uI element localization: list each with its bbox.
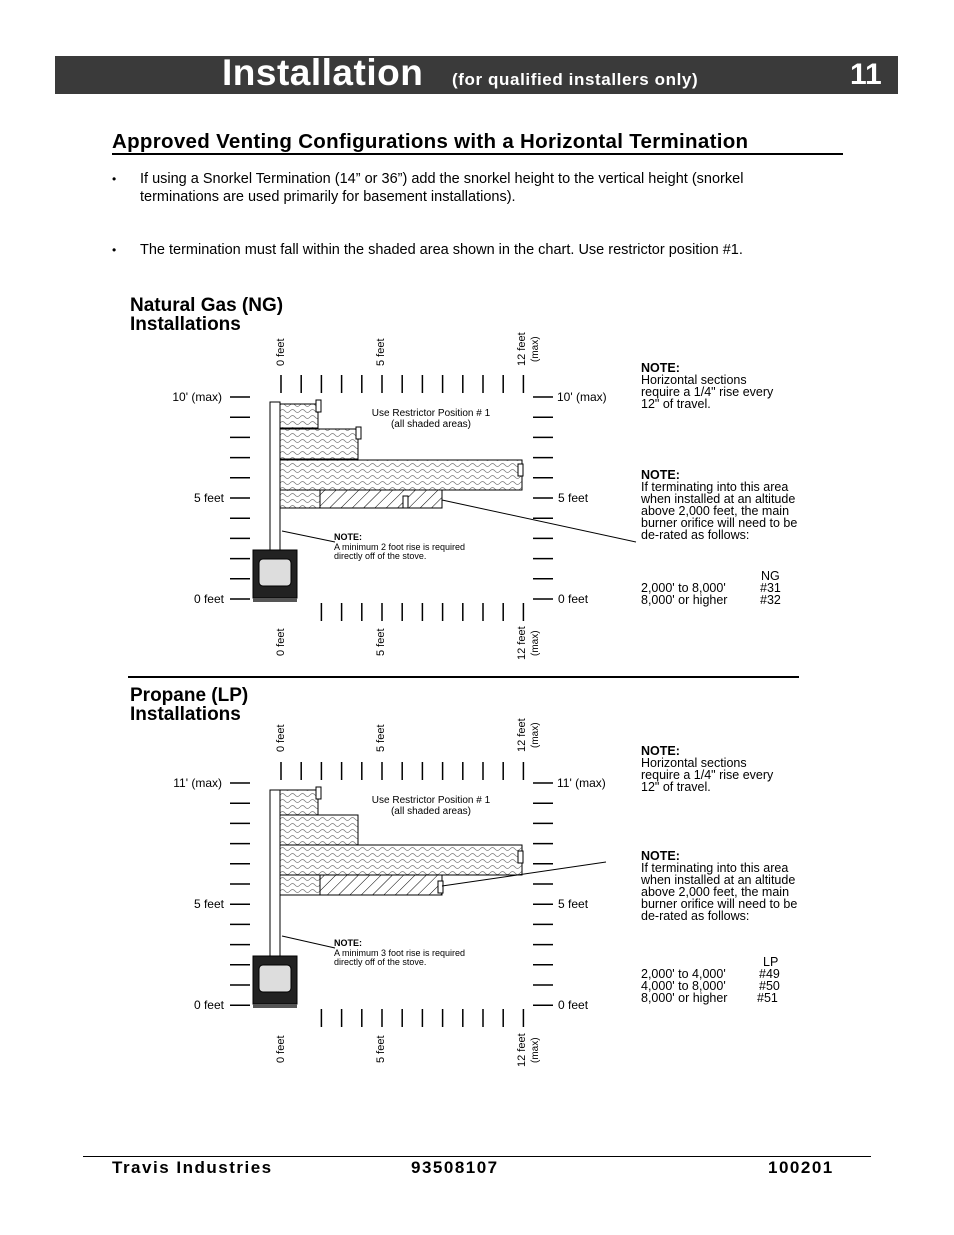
lp-x-top-0: 0 feet [275, 724, 287, 752]
ng-vertical-pipe [270, 402, 280, 550]
lp-rise-note-title: NOTE: [334, 938, 362, 948]
lp-y-label-5-right: 5 feet [558, 897, 589, 911]
ng-note2-line: burner orifice will need to be [641, 516, 798, 530]
lp-cap [438, 881, 443, 893]
lp-y-label-0-left: 0 feet [193, 998, 224, 1012]
lp-derate-table [641, 956, 801, 1004]
ng-rise-note-arrow [282, 531, 335, 542]
ng-zone-upper [280, 429, 358, 459]
lp-zone-top [280, 790, 318, 815]
lp-x-bottom-12-max: (max) [530, 1037, 541, 1063]
ng-y-label-5-right: 5 feet [558, 491, 589, 505]
lp-restrictor-line2: (all shaded areas) [390, 806, 472, 817]
ng-note1-line: require a 1/4" rise every [641, 385, 774, 399]
ng-derate-header: NG [761, 569, 780, 583]
ng-note2-line: de-rated as follows: [641, 528, 750, 542]
ng-x-top-12-max: (max) [530, 336, 541, 362]
ng-derate-range: 8,000' or higher [641, 593, 728, 607]
footer-company: Travis Industries [112, 1158, 273, 1177]
lp-rise-note-arrow [282, 936, 335, 948]
ng-note2-line: If terminating into this area [641, 480, 789, 494]
lp-note1-line: Horizontal sections [641, 756, 747, 770]
page-subtitle: (for qualified installers only) [452, 70, 699, 89]
bullet-dot: • [112, 243, 117, 257]
ng-derate-orifice: #31 [760, 581, 781, 595]
ng-x-bottom-12: 12 feet [516, 626, 528, 660]
ng-x-top-12: 12 feet [516, 332, 528, 366]
ng-y-label-0-left: 0 feet [193, 592, 224, 606]
page-title: Installation [222, 52, 424, 93]
lp-note-horizontal [641, 745, 773, 793]
ng-rise-note-line2: directly off of the stove. [334, 551, 427, 561]
bullet-text: If using a Snorkel Termination (14” or 36”) add the snorkel height to the vertical height (snorkel terminations are used primarily for basement installations). [140, 171, 744, 205]
lp-x-top-5: 5 feet [375, 724, 387, 752]
lp-zone-derate [320, 875, 442, 895]
lp-note1-title: NOTE: [641, 744, 680, 758]
footer-part-number: 93508107 [411, 1158, 499, 1177]
section-divider [128, 676, 799, 678]
lp-x-top-12-max: (max) [530, 722, 541, 748]
ng-x-bottom-0: 0 feet [275, 628, 287, 656]
footer-date-code: 100201 [768, 1158, 834, 1177]
ng-derate-arrow [442, 500, 636, 542]
lp-y-label-max-left: 11' (max) [173, 776, 222, 790]
ng-note2-line: when installed at an altitude [641, 492, 796, 506]
lp-derate-orifice: #49 [759, 967, 780, 981]
ng-restrictor-line2: (all shaded areas) [390, 419, 472, 430]
ng-x-bottom-12-max: (max) [530, 630, 541, 656]
lp-zone-lower-left [280, 875, 320, 895]
ng-note-horizontal [641, 362, 773, 410]
lp-x-top-12: 12 feet [516, 718, 528, 752]
lp-note2-line: If terminating into this area [641, 861, 789, 875]
ng-y-label-5-left: 5 feet [193, 491, 224, 505]
lp-title-line1: Propane (LP) [130, 685, 249, 706]
ng-title-line1: Natural Gas (NG) [130, 295, 284, 316]
lp-rise-note-line2: directly off of the stove. [334, 957, 427, 967]
ng-zone-wide [280, 460, 522, 490]
bullet-text: The termination must fall within the shaded area shown in the chart. Use restrictor position #1. [140, 242, 743, 258]
ng-note1-line: Horizontal sections [641, 373, 747, 387]
ng-note2-title: NOTE: [641, 468, 680, 482]
ng-title-line2: Installations [130, 314, 241, 335]
lp-note2-title: NOTE: [641, 849, 680, 863]
lp-derate-range: 2,000' to 4,000' [641, 967, 726, 981]
table-row [641, 992, 801, 1004]
lp-venting-diagram [0, 680, 954, 1080]
lp-cap [316, 787, 321, 799]
lp-y-label-5-left: 5 feet [193, 897, 224, 911]
lp-note2-line: de-rated as follows: [641, 909, 750, 923]
lp-restrictor-line1: Use Restrictor Position # 1 [371, 795, 491, 806]
lp-stove-icon [253, 956, 297, 1008]
lp-title-line2: Installations [130, 704, 241, 725]
section-title: Approved Venting Configurations with a Horizontal Termination [112, 130, 749, 153]
ng-cap [518, 464, 523, 476]
lp-x-bottom-12: 12 feet [516, 1033, 528, 1067]
lp-note1-line: require a 1/4" rise every [641, 768, 774, 782]
ng-cap [356, 427, 361, 439]
lp-y-label-0-right: 0 feet [558, 998, 589, 1012]
ng-zone-lower-left [280, 490, 320, 508]
lp-y-label-max-right: 11' (max) [557, 776, 606, 790]
ng-derate-table [641, 570, 801, 606]
ng-y-label-0-right: 0 feet [558, 592, 589, 606]
lp-zone-upper [280, 815, 358, 845]
ng-y-label-max-right: 10' (max) [557, 390, 607, 404]
lp-note-altitude [641, 850, 797, 922]
ng-rise-note-title: NOTE: [334, 532, 362, 542]
ng-x-top-0: 0 feet [275, 338, 287, 366]
ng-x-bottom-5: 5 feet [375, 628, 387, 656]
lp-x-bottom-0: 0 feet [275, 1035, 287, 1063]
lp-x-bottom-5: 5 feet [375, 1035, 387, 1063]
ng-note1-line: 12" of travel. [641, 397, 711, 411]
ng-x-top-5: 5 feet [375, 338, 387, 366]
lp-derate-range: 4,000' to 8,000' [641, 979, 726, 993]
lp-derate-range: 8,000' or higher [641, 991, 728, 1005]
table-row [641, 594, 801, 606]
lp-rise-note-line1: A minimum 3 foot rise is required [334, 948, 466, 958]
ng-note1-title: NOTE: [641, 361, 680, 375]
lp-derate-header: LP [763, 955, 779, 969]
lp-note1-line: 12" of travel. [641, 780, 711, 794]
lp-zone-wide [280, 845, 522, 875]
ng-note-altitude [641, 469, 797, 541]
ng-derate-range: 2,000' to 8,000' [641, 581, 726, 595]
lp-vertical-pipe [270, 790, 280, 956]
page-number: 11 [850, 58, 882, 91]
ng-rise-note-line1: A minimum 2 foot rise is required [334, 542, 466, 552]
lp-note2-line: when installed at an altitude [641, 873, 796, 887]
footer-rule [83, 1156, 871, 1157]
ng-cap [316, 400, 321, 412]
ng-y-label-max-left: 10' (max) [172, 390, 222, 404]
ng-restrictor-line1: Use Restrictor Position # 1 [371, 408, 491, 419]
lp-note2-line: burner orifice will need to be [641, 897, 798, 911]
ng-stove-icon [253, 550, 297, 602]
lp-cap [518, 851, 523, 863]
ng-derate-orifice: #32 [760, 593, 781, 607]
bullet-dot: • [112, 172, 117, 186]
lp-derate-orifice: #50 [759, 979, 780, 993]
ng-cap [403, 496, 408, 508]
ng-note2-line: above 2,000 feet, the main [641, 504, 790, 518]
ng-zone-derate [320, 490, 442, 508]
lp-note2-line: above 2,000 feet, the main [641, 885, 790, 899]
ng-zone-top [280, 404, 318, 428]
lp-derate-orifice: #51 [757, 991, 778, 1005]
